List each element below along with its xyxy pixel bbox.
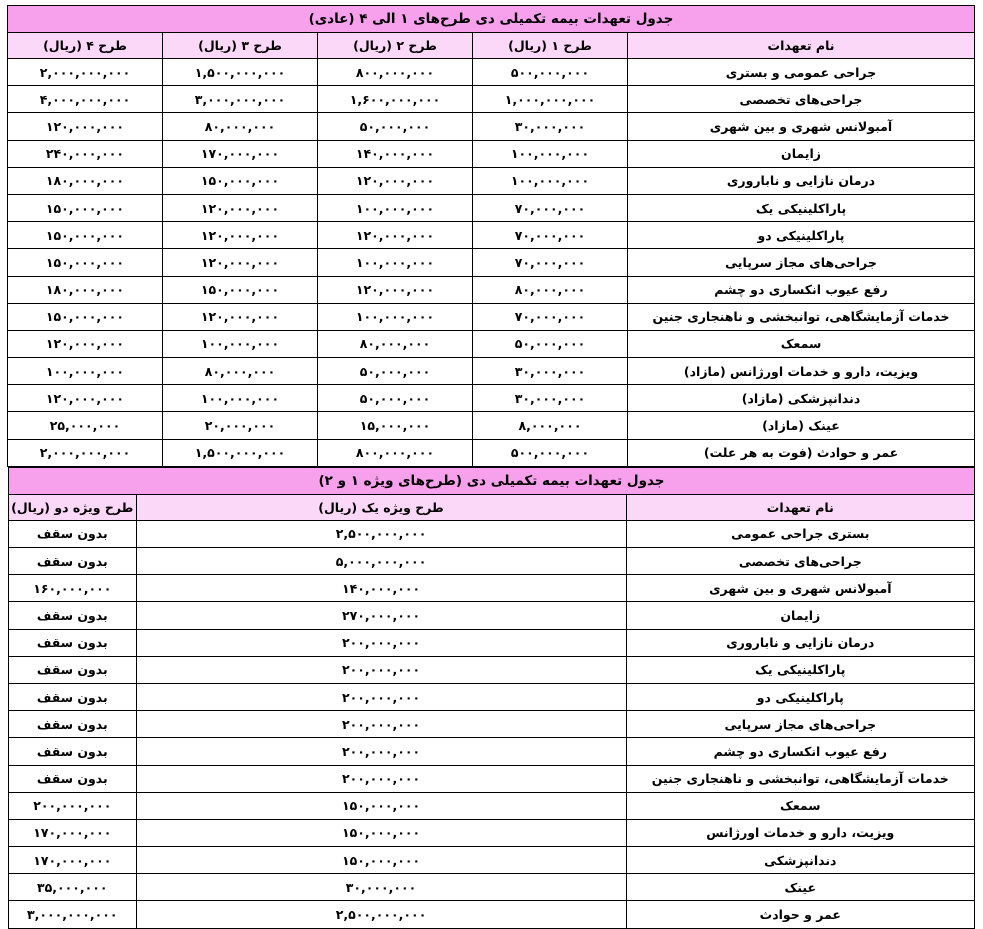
coverage-value-plan-3: ۱,۵۰۰,۰۰۰,۰۰۰ [163,439,318,466]
coverage-value-plan-1: ۱,۰۰۰,۰۰۰,۰۰۰ [473,86,628,113]
coverage-value-special-2: بدون سقف [9,711,137,738]
table-row [7,439,974,466]
table-row [9,765,975,792]
table-row [7,412,974,439]
coverage-value-special-1: ۳۰,۰۰۰,۰۰۰ [136,874,626,901]
coverage-name: سمعک [626,792,974,819]
coverage-value-special-2: بدون سقف [9,520,137,547]
coverage-value-special-2: ۲۰۰,۰۰۰,۰۰۰ [9,792,137,819]
coverage-value-special-2: ۱۷۰,۰۰۰,۰۰۰ [9,819,137,846]
coverage-value-plan-2: ۸۰,۰۰۰,۰۰۰ [318,330,473,357]
table-special-title: جدول تعهدات بیمه تکمیلی دی (طرح‌های ویژه ۱ و ۲) [9,467,975,494]
coverage-value-plan-2: ۱۰۰,۰۰۰,۰۰۰ [318,249,473,276]
coverage-value-plan-4: ۱۰۰,۰۰۰,۰۰۰ [7,358,162,385]
coverage-name: زایمان [628,140,975,167]
coverage-name: زایمان [626,602,974,629]
coverage-name: پاراکلینیکی یک [626,656,974,683]
coverage-value-plan-2: ۱۵,۰۰۰,۰۰۰ [318,412,473,439]
coverage-value-plan-4: ۱۸۰,۰۰۰,۰۰۰ [7,276,162,303]
table-row [9,629,975,656]
coverage-name: عینک [626,874,974,901]
coverage-value-plan-1: ۷۰,۰۰۰,۰۰۰ [473,249,628,276]
coverage-value-plan-3: ۲۰,۰۰۰,۰۰۰ [163,412,318,439]
table-row [7,303,974,330]
table-row [9,711,975,738]
coverage-value-plan-2: ۱۲۰,۰۰۰,۰۰۰ [318,276,473,303]
coverage-value-plan-3: ۱۲۰,۰۰۰,۰۰۰ [163,222,318,249]
coverage-value-plan-2: ۱,۶۰۰,۰۰۰,۰۰۰ [318,86,473,113]
coverage-name: دندانپزشکی [626,847,974,874]
table-row [9,575,975,602]
coverage-value-special-1: ۵,۰۰۰,۰۰۰,۰۰۰ [136,548,626,575]
coverage-value-plan-1: ۳۰,۰۰۰,۰۰۰ [473,385,628,412]
coverage-value-plan-1: ۷۰,۰۰۰,۰۰۰ [473,303,628,330]
table-row [7,113,974,140]
coverage-value-plan-1: ۵۰۰,۰۰۰,۰۰۰ [473,59,628,86]
table-normal-column-header-row [7,33,974,59]
coverage-value-plan-2: ۱۲۰,۰۰۰,۰۰۰ [318,167,473,194]
coverage-value-plan-4: ۱۲۰,۰۰۰,۰۰۰ [7,113,162,140]
column-header-plan-4: طرح ۴ (ریال) [7,33,162,59]
table-row [7,385,974,412]
coverage-value-plan-1: ۳۰,۰۰۰,۰۰۰ [473,113,628,140]
coverage-name: ویزیت، دارو و خدمات اورژانس (مازاد) [628,358,975,385]
coverage-value-plan-4: ۱۵۰,۰۰۰,۰۰۰ [7,249,162,276]
coverage-value-plan-4: ۲,۰۰۰,۰۰۰,۰۰۰ [7,59,162,86]
coverage-value-plan-3: ۱۲۰,۰۰۰,۰۰۰ [163,303,318,330]
table-normal-title: جدول تعهدات بیمه تکمیلی دی طرح‌های ۱ الی ۴ (عادی) [7,6,974,33]
coverage-value-plan-3: ۱۵۰,۰۰۰,۰۰۰ [163,276,318,303]
coverage-value-plan-4: ۱۸۰,۰۰۰,۰۰۰ [7,167,162,194]
coverage-value-special-2: بدون سقف [9,602,137,629]
coverage-value-plan-3: ۸۰,۰۰۰,۰۰۰ [163,113,318,140]
coverage-name: بستری جراحی عمومی [626,520,974,547]
coverage-value-plan-3: ۳,۰۰۰,۰۰۰,۰۰۰ [163,86,318,113]
coverage-name: جراحی عمومی و بستری [628,59,975,86]
coverage-name: پاراکلینیکی یک [628,194,975,221]
coverage-name: آمبولانس شهری و بین شهری [626,575,974,602]
column-header-special-plan-1: طرح ویژه یک (ریال) [136,494,626,520]
coverage-value-plan-1: ۳۰,۰۰۰,۰۰۰ [473,358,628,385]
coverage-name: جراحی‌های مجاز سرپایی [626,711,974,738]
table-row [7,59,974,86]
table-row [9,847,975,874]
table-row [9,656,975,683]
coverage-value-plan-2: ۸۰۰,۰۰۰,۰۰۰ [318,59,473,86]
table-special-head [9,467,975,520]
coverage-value-special-2: بدون سقف [9,656,137,683]
coverage-value-plan-2: ۱۲۰,۰۰۰,۰۰۰ [318,222,473,249]
coverage-value-plan-1: ۸۰,۰۰۰,۰۰۰ [473,276,628,303]
coverage-value-special-2: ۳۵,۰۰۰,۰۰۰ [9,874,137,901]
coverage-name: خدمات آزمایشگاهی، توانبخشی و ناهنجاری جنین [628,303,975,330]
table-row [9,874,975,901]
coverage-value-special-2: بدون سقف [9,738,137,765]
coverage-value-plan-3: ۱۵۰,۰۰۰,۰۰۰ [163,167,318,194]
table-row [7,140,974,167]
coverage-name: رفع عیوب انکساری دو چشم [626,738,974,765]
coverage-value-plan-3: ۱۲۰,۰۰۰,۰۰۰ [163,249,318,276]
table-row [7,276,974,303]
coverage-value-special-1: ۲۰۰,۰۰۰,۰۰۰ [136,683,626,710]
table-row [9,792,975,819]
table-row [7,194,974,221]
table-special-body [9,520,975,928]
coverage-name: جراحی‌های مجاز سرپایی [628,249,975,276]
coverage-value-plan-2: ۵۰,۰۰۰,۰۰۰ [318,358,473,385]
coverage-table-special-plans [8,467,975,929]
table-row [9,901,975,928]
coverage-value-special-1: ۲,۵۰۰,۰۰۰,۰۰۰ [136,520,626,547]
coverage-value-plan-4: ۱۵۰,۰۰۰,۰۰۰ [7,222,162,249]
coverage-name: دندانپزشکی (مازاد) [628,385,975,412]
coverage-value-special-1: ۲۰۰,۰۰۰,۰۰۰ [136,765,626,792]
coverage-value-plan-2: ۱۴۰,۰۰۰,۰۰۰ [318,140,473,167]
coverage-value-plan-1: ۵۰,۰۰۰,۰۰۰ [473,330,628,357]
coverage-value-special-1: ۲,۵۰۰,۰۰۰,۰۰۰ [136,901,626,928]
coverage-value-plan-1: ۷۰,۰۰۰,۰۰۰ [473,222,628,249]
table-row [9,602,975,629]
table-row [7,358,974,385]
coverage-value-plan-4: ۱۵۰,۰۰۰,۰۰۰ [7,194,162,221]
column-header-plan-1: طرح ۱ (ریال) [473,33,628,59]
coverage-value-plan-2: ۸۰۰,۰۰۰,۰۰۰ [318,439,473,466]
coverage-name: عمر و حوادث (فوت به هر علت) [628,439,975,466]
coverage-name: عمر و حوادث [626,901,974,928]
coverage-table-normal-plans [7,5,975,467]
table-row [9,548,975,575]
coverage-value-special-1: ۲۰۰,۰۰۰,۰۰۰ [136,656,626,683]
table-row [7,86,974,113]
coverage-value-plan-2: ۵۰,۰۰۰,۰۰۰ [318,385,473,412]
coverage-value-plan-4: ۱۵۰,۰۰۰,۰۰۰ [7,303,162,330]
coverage-name: ویزیت، دارو و خدمات اورژانس [626,819,974,846]
coverage-value-plan-2: ۱۰۰,۰۰۰,۰۰۰ [318,303,473,330]
coverage-value-special-1: ۱۴۰,۰۰۰,۰۰۰ [136,575,626,602]
table-row [7,330,974,357]
table-row [9,738,975,765]
coverage-name: جراحی‌های تخصصی [628,86,975,113]
column-header-special-plan-2: طرح ویژه دو (ریال) [9,494,137,520]
coverage-value-special-2: بدون سقف [9,629,137,656]
coverage-name: درمان نازایی و ناباروری [626,629,974,656]
coverage-value-plan-3: ۱,۵۰۰,۰۰۰,۰۰۰ [163,59,318,86]
column-header-plan-3: طرح ۳ (ریال) [163,33,318,59]
table-special-title-row [9,467,975,494]
coverage-value-plan-4: ۲۵,۰۰۰,۰۰۰ [7,412,162,439]
coverage-value-special-1: ۲۰۰,۰۰۰,۰۰۰ [136,711,626,738]
coverage-value-plan-2: ۱۰۰,۰۰۰,۰۰۰ [318,194,473,221]
coverage-value-plan-3: ۸۰,۰۰۰,۰۰۰ [163,358,318,385]
coverage-value-special-2: ۱۷۰,۰۰۰,۰۰۰ [9,847,137,874]
coverage-name: پاراکلینیکی دو [626,683,974,710]
coverage-value-special-1: ۲۰۰,۰۰۰,۰۰۰ [136,629,626,656]
coverage-value-special-1: ۲۷۰,۰۰۰,۰۰۰ [136,602,626,629]
table-row [9,819,975,846]
coverage-value-special-2: بدون سقف [9,765,137,792]
coverage-value-plan-4: ۴,۰۰۰,۰۰۰,۰۰۰ [7,86,162,113]
coverage-value-plan-3: ۱۲۰,۰۰۰,۰۰۰ [163,194,318,221]
coverage-value-special-1: ۲۰۰,۰۰۰,۰۰۰ [136,738,626,765]
coverage-name: رفع عیوب انکساری دو چشم [628,276,975,303]
column-header-coverage-name: نام تعهدات [628,33,975,59]
coverage-name: سمعک [628,330,975,357]
table-row [9,683,975,710]
coverage-name: جراحی‌های تخصصی [626,548,974,575]
coverage-name: عینک (مازاد) [628,412,975,439]
coverage-value-special-1: ۱۵۰,۰۰۰,۰۰۰ [136,792,626,819]
table-normal-head [7,6,974,59]
coverage-value-plan-1: ۱۰۰,۰۰۰,۰۰۰ [473,140,628,167]
coverage-name: درمان نازایی و ناباروری [628,167,975,194]
coverage-value-plan-4: ۲۴۰,۰۰۰,۰۰۰ [7,140,162,167]
coverage-value-special-1: ۱۵۰,۰۰۰,۰۰۰ [136,819,626,846]
coverage-value-plan-3: ۱۰۰,۰۰۰,۰۰۰ [163,330,318,357]
coverage-value-special-2: ۱۶۰,۰۰۰,۰۰۰ [9,575,137,602]
table-normal-body [7,59,974,467]
coverage-value-special-2: ۳,۰۰۰,۰۰۰,۰۰۰ [9,901,137,928]
coverage-value-special-2: بدون سقف [9,683,137,710]
table-row [9,520,975,547]
coverage-name: آمبولانس شهری و بین شهری [628,113,975,140]
coverage-value-plan-1: ۱۰۰,۰۰۰,۰۰۰ [473,167,628,194]
table-special-column-header-row [9,494,975,520]
column-header-plan-2: طرح ۲ (ریال) [318,33,473,59]
coverage-value-plan-3: ۱۷۰,۰۰۰,۰۰۰ [163,140,318,167]
coverage-value-plan-3: ۱۰۰,۰۰۰,۰۰۰ [163,385,318,412]
coverage-name: خدمات آزمایشگاهی، توانبخشی و ناهنجاری جنین [626,765,974,792]
table-row [7,222,974,249]
table-row [7,249,974,276]
coverage-value-plan-4: ۱۲۰,۰۰۰,۰۰۰ [7,385,162,412]
table-row [7,167,974,194]
coverage-value-special-1: ۱۵۰,۰۰۰,۰۰۰ [136,847,626,874]
coverage-value-plan-1: ۸,۰۰۰,۰۰۰ [473,412,628,439]
coverage-value-plan-2: ۵۰,۰۰۰,۰۰۰ [318,113,473,140]
column-header-coverage-name: نام تعهدات [626,494,974,520]
coverage-value-plan-1: ۵۰۰,۰۰۰,۰۰۰ [473,439,628,466]
table-normal-title-row [7,6,974,33]
coverage-value-special-2: بدون سقف [9,548,137,575]
coverage-value-plan-4: ۱۲۰,۰۰۰,۰۰۰ [7,330,162,357]
coverage-value-plan-1: ۷۰,۰۰۰,۰۰۰ [473,194,628,221]
coverage-value-plan-4: ۲,۰۰۰,۰۰۰,۰۰۰ [7,439,162,466]
coverage-name: پاراکلینیکی دو [628,222,975,249]
